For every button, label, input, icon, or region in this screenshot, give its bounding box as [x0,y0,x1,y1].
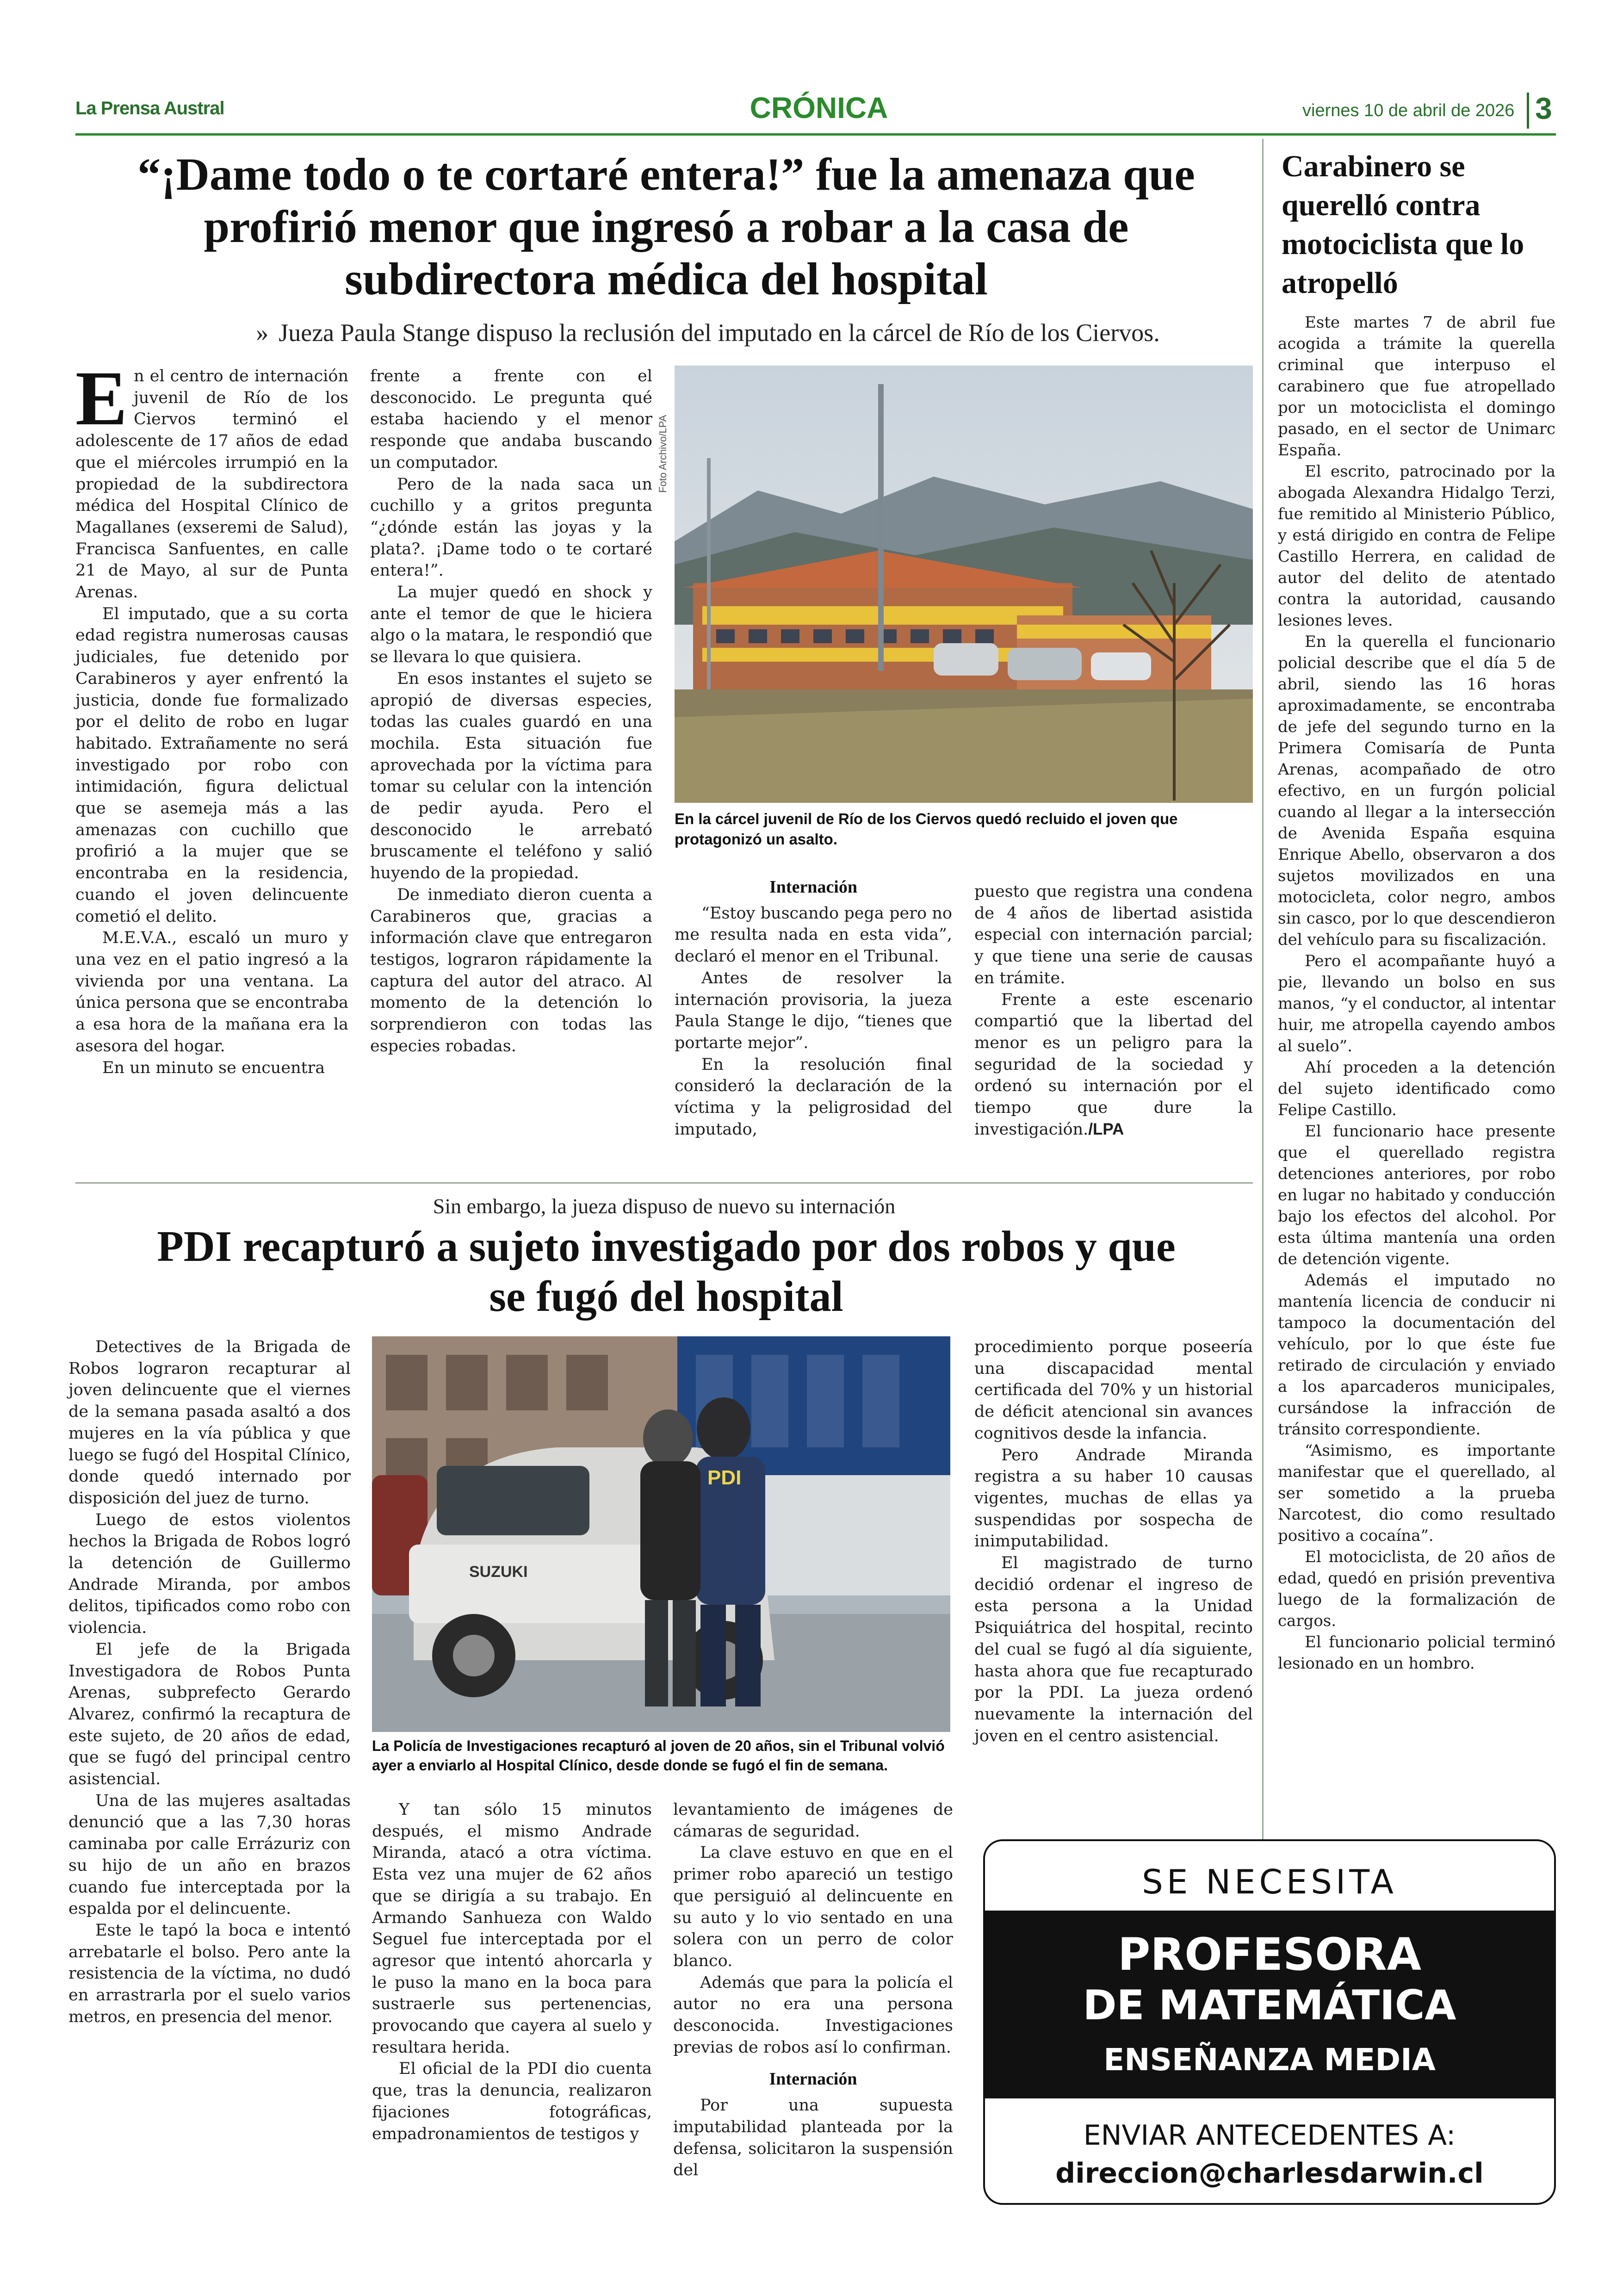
sidebar-p7: Además el imputado no mantenía licencia de conducir ni tampoco la documentación del vehículo, por lo que éste fue retirado de circulación y enviado a los aparcaderos municipales, cursándose la infracción de tránsito correspondiente. [1278,1271,1555,1439]
story2-column-3 [673,1799,953,2181]
sidebar-p2: El escrito, patrocinado por la abogada Alexandra Hidalgo Terzi, fue remitido al Ministerio Público, y está dirigido en contra de Felipe Castillo Herrera, en calidad de autor del delito de atentado contra la autoridad, causando lesiones leves. [1278,462,1555,630]
prison-building-image [675,366,1253,803]
story2-col3-p2: La clave estuvo en que en el primer robo apareció un testigo que persiguió al delincuente en su auto y lo vio sentado en una solera con un perro de color blanco. [673,1843,953,1970]
story2-col1-p3: El jefe de la Brigada Investigadora de Robos Punta Arenas, subprefecto Gerardo Alvarez, confirmó la recaptura de este sujeto, de 20 años de edad, que se fugó del principal centro asistencial. [68,1640,351,1789]
story2-column-4 [974,1336,1253,1747]
story2-col3-p3: Además que para la policía el autor no era una persona desconocida. Investigaciones previas de robos así lo confirman. [673,1973,953,2057]
story2-col2-p2: El oficial de la PDI dio cuenta que, tras la denuncia, realizaron fijaciones fotográficas, empadronamientos de testigos y [372,2060,652,2143]
ad-position-line1: PROFESORA [1117,1929,1421,1980]
story1-column-2 [370,366,652,1057]
pdi-arrest-image [372,1336,950,1732]
story1-col2-p2: Pero de la nada saca un cuchillo y a gritos pregunta “¿dónde están las joyas y la plata?. ¡Dame todo o te cortaré entera!”. [370,475,652,580]
story2-column-1 [68,1336,351,2028]
story2-photo-caption: La Policía de Investigaciones recapturó al joven de 20 años, sin el Tribunal volvió ayer a enviarlo al Hospital Clínico, desde donde se fugó el fin de semana. [372,1738,945,1774]
story2-col4-p2: Pero Andrade Miranda registra a su haber 10 causas vigentes, muchas de ellas ya suspendidas por sospecha de inimputabilidad. [974,1446,1253,1551]
paper-name: La Prensa Austral [75,98,224,118]
ad-contact [985,2098,1554,2193]
story2-col1-p5: Este le tapó la boca e intentó arrebatarle el bolso. Pero ante la resistencia de la víctima, no dudó en arrastrarla por el suelo varios metros, en presencia del menor. [68,1921,351,2026]
photo-credit: Foto Archivo/LPA [657,415,669,493]
ad-highlight-band [985,1911,1554,2098]
story2-col1-p4: Una de las mujeres asaltadas denunció que a las 7,30 horas caminaba por calle Errázuriz con su hijo de un año en brazos cuando fue interceptada por la espalda por el delincuente. [68,1791,351,1918]
story1-column-4 [974,881,1253,1140]
sidebar-p1: Este martes 7 de abril fue acogida a trámite la querella criminal que interpuso el carabinero que fue atropellado por un motociclista el domingo pasado, en el sector de Unimarc España. [1278,313,1555,459]
story2-kicker: Sin embargo, la jueza dispuso de nuevo su internación [433,1194,896,1218]
story1-col4-p1: puesto que registra una condena de 4 años de libertad asistida especial con internación parcial; y que tiene una serie de causas en trámite. [974,882,1253,987]
story1-subhead: Internación [769,877,857,897]
story1-deck [176,318,1240,347]
job-advertisement [983,1839,1556,2205]
story2-photo [372,1336,950,1732]
sidebar-p6: El funcionario hace presente que el querellado registra detenciones anteriores, por robo en lugar no habitado y conducción bajo los efectos del alcohol. Por esta última mantenía una orden de detención vigente. [1278,1122,1555,1268]
story1-col2-p1: frente a frente con el desconocido. Le pregunta qué estaba haciendo y el menor responde que andaba buscando un computador. [370,367,652,472]
ad-level: ENSEÑANZA MEDIA [1103,2042,1436,2078]
sidebar-p10: El funcionario policial terminó lesionado en un hombro. [1278,1633,1555,1673]
sidebar-p8: “Asimismo, es importante manifestar que el querellado, al ser sometido a la prueba Narcotest, dio como resultado positivo a cocaína”. [1278,1441,1555,1545]
story2-col2-p1: Y tan sólo 15 minutos después, el mismo Andrade Miranda, atacó a otra víctima. Esta vez una mujer de 62 años que se dirigía a su trabajo. En Armando Sanhueza con Waldo Seguel fue interceptada por el agresor que intentó ahorcarla y le puso la mano en la boca para sustraerle sus pertenencias, provocando que cayera al suelo y resultara herida. [372,1800,652,2057]
story2-col3-p1: levantamiento de imágenes de cámaras de seguridad. [673,1800,953,1841]
story1-photo-caption: En la cárcel juvenil de Río de los Ciervos quedó recluido el joven que protagonizó un asalto. [675,810,1178,848]
story-divider [75,1182,1253,1184]
story2-col4-p3: El magistrado de turno decidió ordenar el ingreso de esta persona a la Unidad Psiquiátrica del hospital, recinto del cual se fugó al día siguiente, hasta ahora que fue recapturado por la PDI. La jueza ordenó nuevamente la internación del joven en el centro asistencial. [974,1554,1253,1745]
story1-col2-p3: La mujer quedó en shock y ante el temor de que le hiciera algo o la matara, le respondió que se llevara lo que quisiera. [370,583,652,667]
story2-subhead: Internación [769,2069,857,2089]
story1-signoff: /LPA [1088,1120,1124,1138]
pdi-vest-text: PDI [707,1466,742,1489]
car-brand-text: SUZUKI [469,1563,528,1581]
story2-headline: PDI recapturó a sujeto investigado por dos robos y que se fugó del hospital [157,1222,1176,1321]
story1-col1-p1: En el centro de internación juvenil de Río de los Ciervos terminó el adolescente de 17 años de edad que el miércoles irrumpió en la propiedad de la subdirectora médica del Hospital Clínico de Magallanes (exseremi de Salud), Francisca Sanfuentes, en calle 21 de Mayo, al sur de Punta Arenas. [75,355,348,602]
sidebar-p5: Ahí proceden a la detención del sujeto identificado como Felipe Castillo. [1278,1058,1555,1119]
ad-position-line2: DE MATEMÁTICA [1083,1981,1456,2029]
story1-column-3 [675,876,952,1140]
dropcap: E [75,355,128,441]
story1-col2-p5: De inmediato dieron cuenta a Carabineros que, gracias a información clave que entregaron testigos, lograron rápidamente la captura del autor del atraco. Al momento de la detención lo sorprendieron con todas las especies robadas. [370,885,652,1055]
story1-col3-p3: En la resolución final consideró la declaración de la víctima y la peligrosidad del imputado, [675,1055,952,1139]
story2-col4-p1: procedimiento porque poseería una discapacidad mental certificada del 70% y un historial de déficit atencional sin avances cognitivos desde la infancia. [974,1338,1253,1443]
story1-photo [675,366,1253,803]
story2-col3b-p1: Por una supuesta imputabilidad planteada por la defensa, solicitaron la suspensión del [673,2096,953,2180]
story1-col3-p2: Antes de resolver la internación provisoria, la jueza Paula Stange le dijo, “tienes que portarte mejor”. [675,968,952,1052]
sidebar-p4: Pero el acompañante huyó a pie, llevando un bolso en sus manos, “y el conductor, al intentar huir, me atropella cayendo ambos al suelo”. [1278,952,1555,1055]
header-divider [1527,93,1529,129]
sidebar-p9: El motociclista, de 20 años de edad, quedó en prisión preventiva luego de la formalización de cargos. [1278,1548,1555,1630]
page-number: 3 [1535,91,1552,125]
story1-col1-p3: M.E.V.A., escaló un muro y una vez en el patio ingresó a la vivienda por una ventana. La única persona que se encontraba a esa hora de la mañana era la asesora del hogar. [75,929,348,1055]
story2-column-2 [372,1799,652,2145]
story2-col1-p2: Luego de estos violentos hechos la Brigada de Robos logró la detención de Guillermo Andrade Miranda, por ambos delitos, tipificados como robo con violencia. [68,1510,351,1638]
story2-col1-p1: Detectives de la Brigada de Robos lograron recapturar al joven delincuente que el viernes de la semana pasada asaltó a dos mujeres en la vía pública y que luego se fugó del Hospital Clínico, donde quedó internado por disposición del juez de turno. [68,1338,351,1508]
ad-instructions: ENVIAR ANTECEDENTES A: [1083,2119,1456,2152]
story1-deck-text: Jueza Paula Stange dispuso la reclusión del imputado en la cárcel de Río de los Ciervos. [279,319,1160,347]
double-chevron-icon: » [256,319,269,347]
issue-date: viernes 10 de abril de 2026 [1302,101,1515,120]
story1-column-1 [75,355,348,1079]
story1-col1-p4: En un minuto se encuentra [102,1058,325,1077]
ad-top-label: SE NECESITA [985,1841,1554,1911]
story1-col3-p1: “Estoy buscando pega pero no me resulta nada en esta vida”, declaró el menor en el Tribunal. [675,904,952,966]
sidebar-headline: Carabinero se querelló contra motociclista que lo atropelló [1282,149,1524,300]
ad-email[interactable]: direccion@charlesdarwin.cl [1055,2157,1484,2190]
sidebar-p3: En la querella el funcionario policial describe que el día 5 de abril, siendo las 16 horas aproximadamente, se encontraba de jefe del segundo turno en la Primera Comisaría de Punta Arenas, acompañado de otro efectivo, en un furgón policial cuando al llegar a la intersección de Avenida España esquina Enrique Abello, observaron a dos sujetos movilizados en una motocicleta, color negro, ambos sin casco, por lo que descendieron del vehículo para su fiscalización. [1278,633,1555,949]
story1-col1-p2: El imputado, que a su corta edad registra numerosas causas judiciales, fue detenido por Carabineros y ayer enfrentó la justicia, donde fue formalizado por el delito de robo en lugar habitado. Extrañamente no será investigado por robo con intimidación, figura delictual que se asemeja más a las amenazas con cuchillo que profirió a la mujer que se encontraba en la residencia, cuando el joven delincuente cometió el delito. [75,604,348,926]
section-title: CRÓNICA [750,91,888,124]
story1-col2-p4: En esos instantes el sujeto se apropió de diversas especies, todas las cuales guardó en una mochila. Esta situación fue aprovechada por la víctima para tomar su celular con la intención de pedir ayuda. Pero el desconocido le arrebató bruscamente el teléfono y salió huyendo de la propiedad. [370,669,652,883]
story1-headline: “¡Dame todo o te cortaré entera!” fue la amenaza que profirió menor que ingresó a robar a la casa de subdirectora médica del hospital [137,149,1195,304]
header-rule [75,133,1556,136]
sidebar-divider [1262,139,1264,1934]
story1-col4-p2: Frente a este escenario compartió que la libertad del menor es un peligro para la seguridad de la sociedad y ordenó su internación por el tiempo que dure la investigación./LPA [974,990,1253,1139]
sidebar-body [1278,312,1555,1674]
